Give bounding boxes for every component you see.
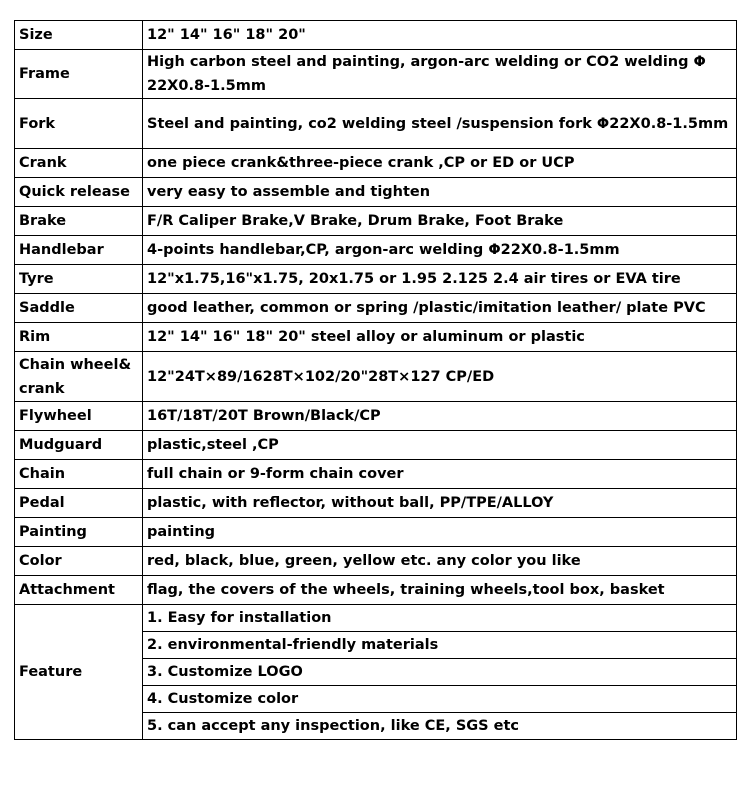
row-label-fork: Fork (15, 99, 143, 149)
row-value-quick-release: very easy to assemble and tighten (143, 178, 737, 207)
row-value-chain: full chain or 9-form chain cover (143, 460, 737, 489)
row-label-crank: Crank (15, 149, 143, 178)
row-label-size: Size (15, 21, 143, 50)
row-label-feature: Feature (15, 605, 143, 740)
feature-item: 5. can accept any inspection, like CE, SGS etc (143, 713, 737, 740)
feature-item: 3. Customize LOGO (143, 659, 737, 686)
table-row (15, 460, 737, 489)
row-value-chain-wheel-crank: 12"24T×89/1628T×102/20"28T×127 CP/ED (143, 352, 737, 402)
table-row (15, 352, 737, 402)
table-row (15, 576, 737, 605)
row-value-size: 12" 14" 16" 18" 20" (143, 21, 737, 50)
row-label-rim: Rim (15, 323, 143, 352)
row-label-quick-release: Quick release (15, 178, 143, 207)
row-value-handlebar: 4-points handlebar,CP, argon-arc welding Φ22X0.8-1.5mm (143, 236, 737, 265)
spec-table (14, 20, 737, 740)
row-value-color: red, black, blue, green, yellow etc. any color you like (143, 547, 737, 576)
row-label-tyre: Tyre (15, 265, 143, 294)
row-value-tyre: 12"x1.75,16"x1.75, 20x1.75 or 1.95 2.125 2.4 air tires or EVA tire (143, 265, 737, 294)
row-label-chain: Chain (15, 460, 143, 489)
row-value-mudguard: plastic,steel ,CP (143, 431, 737, 460)
row-value-crank: one piece crank&three-piece crank ,CP or ED or UCP (143, 149, 737, 178)
table-row (15, 605, 737, 632)
table-row (15, 265, 737, 294)
table-row (15, 99, 737, 149)
table-row (15, 21, 737, 50)
table-row (15, 178, 737, 207)
row-label-pedal: Pedal (15, 489, 143, 518)
table-row (15, 323, 737, 352)
table-row (15, 518, 737, 547)
table-row (15, 547, 737, 576)
feature-item: 1. Easy for installation (143, 605, 737, 632)
row-label-mudguard: Mudguard (15, 431, 143, 460)
table-row (15, 149, 737, 178)
row-value-attachment: flag, the covers of the wheels, training wheels,tool box, basket (143, 576, 737, 605)
table-row (15, 50, 737, 99)
table-row (15, 207, 737, 236)
table-row (15, 402, 737, 431)
row-label-painting: Painting (15, 518, 143, 547)
row-label-brake: Brake (15, 207, 143, 236)
table-row (15, 431, 737, 460)
row-label-saddle: Saddle (15, 294, 143, 323)
table-row (15, 294, 737, 323)
row-value-flywheel: 16T/18T/20T Brown/Black/CP (143, 402, 737, 431)
row-label-color: Color (15, 547, 143, 576)
feature-item: 2. environmental-friendly materials (143, 632, 737, 659)
row-label-handlebar: Handlebar (15, 236, 143, 265)
row-label-flywheel: Flywheel (15, 402, 143, 431)
row-value-painting: painting (143, 518, 737, 547)
table-row (15, 236, 737, 265)
row-value-saddle: good leather, common or spring /plastic/imitation leather/ plate PVC (143, 294, 737, 323)
row-value-rim: 12" 14" 16" 18" 20" steel alloy or aluminum or plastic (143, 323, 737, 352)
row-label-attachment: Attachment (15, 576, 143, 605)
row-value-pedal: plastic, with reflector, without ball, PP/TPE/ALLOY (143, 489, 737, 518)
row-value-brake: F/R Caliper Brake,V Brake, Drum Brake, Foot Brake (143, 207, 737, 236)
row-value-frame: High carbon steel and painting, argon-arc welding or CO2 welding Φ 22X0.8-1.5mm (143, 50, 737, 99)
feature-item: 4. Customize color (143, 686, 737, 713)
table-row (15, 489, 737, 518)
row-value-fork: Steel and painting, co2 welding steel /suspension fork Φ22X0.8-1.5mm (143, 99, 737, 149)
row-label-chain-wheel-crank: Chain wheel& crank (15, 352, 143, 402)
row-label-frame: Frame (15, 50, 143, 99)
